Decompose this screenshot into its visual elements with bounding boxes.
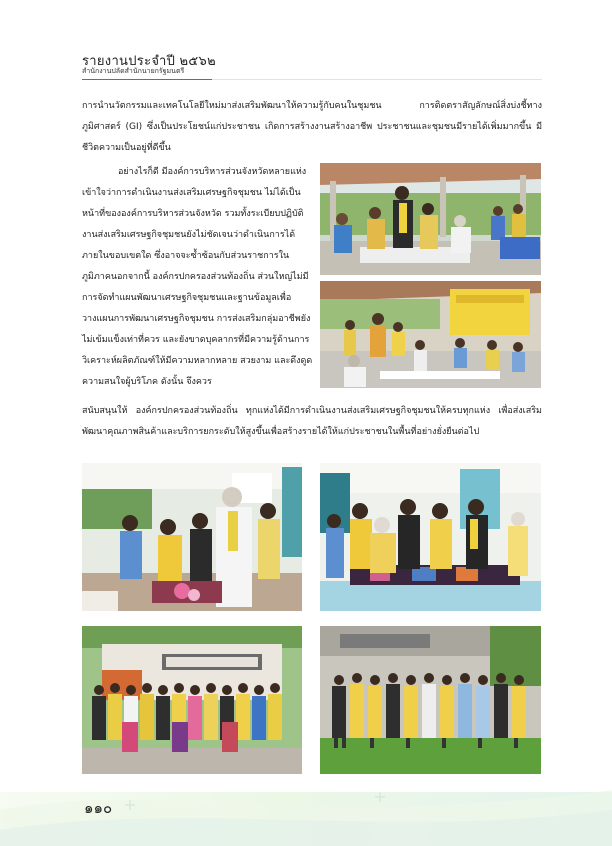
report-title: รายงานประจำปี ๒๕๖๒ [82, 54, 216, 69]
photo-product-visit [82, 463, 302, 611]
paragraph-recommendation: สนับสนุนให้ องค์กรปกครองส่วนท้องถิ่น ทุกแห่งได้มีการดำเนินงานส่งเสริมเศรษฐกิจชุมชนให้ครบทุกแห่ง เพื่อส่งเสริมพัฒนาคุณภาพสินค้าและบริการยกระดับให้สูงขึ้นเพื่อสร้างรายได้ให้แก่ประชาชนในพื้นที่อย่างยั่งยืนต่อไป [82, 406, 542, 437]
page-number: ๑๑๐ [84, 799, 113, 817]
header-rule-extension [212, 79, 542, 80]
paragraph-problems-text: อย่างไรก็ดี มีองค์การบริหารส่วนจังหวัดหลายแห่งเข้าใจว่าการดำเนินงานส่งเสริมเศรษฐกิจชุมชน ไม่ได้เป็นหน้าที่ขององค์การบริหารส่วนจังหวัด รวมทั้งระเบียบปฏิบัติงานส่งเสริมเศรษฐกิจชุมชนยังไม่ชัดเจนว่าดำเนินการได้ภายในขอบเขตใด ซึ่งอาจจะซ้ำซ้อนกับส่วนราชการในภูมิภาคนอกจากนี้ องค์กรปกครองส่วนท้องถิ่น ส่วนใหญ่ไม่มีการจัดทำแผนพัฒนาเศรษฐกิจชุมชนและฐานข้อมูลเพื่อวางแผนการพัฒนาเศรษฐกิจชุมชน การส่งเสริมกลุ่มอาชีพยังไม่เข้มแข็งเท่าที่ควร และยังขาดบุคลากรที่มีความรู้ด้านการวิเคราะห์ผลิตภัณฑ์ให้มีความหลากหลาย สวยงาม และดึงดูดความสนใจผู้บริโภค ดังนั้น จึงควร [82, 167, 313, 387]
report-subtitle: สำนักงานปลัดสำนักนายกรัฐมนตรี [82, 67, 185, 75]
paragraph-gi-benefits: การนำนวัตกรรมและเทคโนโลยีใหม่มาส่งเสริมพัฒนาให้ความรู้กับคนในชุมชน การติดตราสัญลักษณ์สิ่งบ่งชี้ทางภูมิศาสตร์ (GI) ซึ่งเป็นประโยชน์แก่ประชาชน เกิดการสร้างงานสร้างอาชีพ ประชาชนและชุมชนมีรายได้เพิ่มมากขึ้น มีชีวิตความเป็นอยู่ที่ดีขึ้น [82, 101, 542, 153]
photo-group-office [82, 626, 302, 774]
header-rule [82, 79, 212, 80]
paragraph-problems [82, 162, 314, 393]
photo-group-lawn [320, 626, 541, 774]
photo-pavilion-meeting [320, 163, 541, 275]
photo-community-hall [320, 281, 541, 388]
photo-fabric-display [320, 463, 541, 611]
